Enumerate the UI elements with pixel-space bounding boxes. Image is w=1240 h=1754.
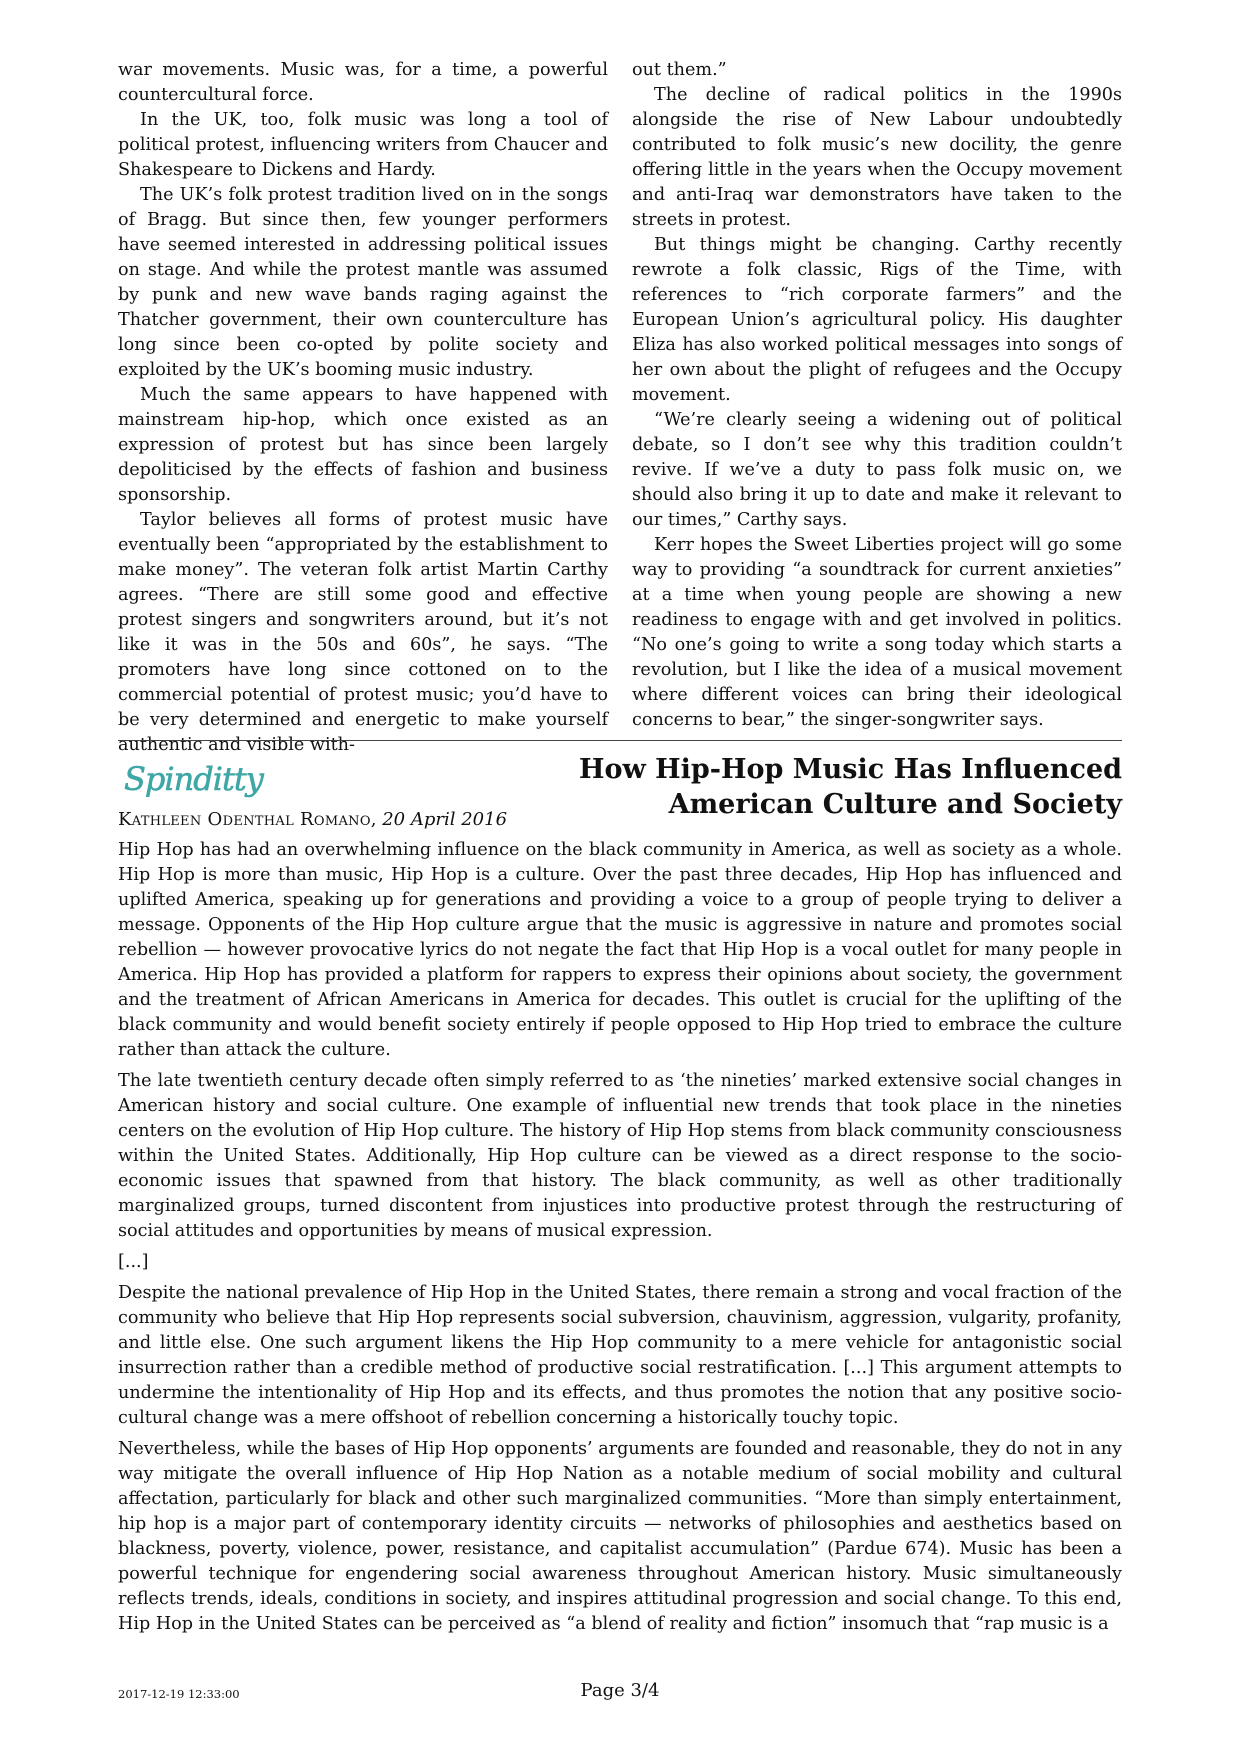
article-ellipsis: [...] [118,1252,149,1272]
footer-timestamp: 2017-12-19 12:33:00 [118,1687,240,1701]
right-column [632,58,1122,758]
publish-date: 20 April 2016 [382,809,508,830]
right-paragraph: But things might be changing. Carthy recently rewrote a folk classic, Rigs of the Time, with references to “rich corporate farmers” and the European Union’s agricultural policy. His daughter Eliza has also worked political messages into songs of her own about the plight of refugees and the Occupy movement. [632,235,1122,405]
byline-separator: , [370,809,383,830]
left-paragraph: Taylor believes all forms of protest music have eventually been “appropriated by the establishment to make money”. The veteran folk artist Martin Carthy agrees. “There are still some good and effective protest singers and songwriters around, but it’s not like it was in the 50s and 60s”, he says. “The promoters have long since cottoned on to the commercial potential of protest music; you’d have to be very determined and energetic to make yourself authentic and visible with- [118,510,608,755]
right-paragraph: Kerr hopes the Sweet Liberties project will go some way to providing “a soundtrack for current anxieties” at a time when young people are showing a new readiness to engage with and get involved in politics. “No one’s going to write a song today which starts a revolution, but I like the idea of a musical movement where different voices can bring their ideological concerns to bear,” the singer-songwriter says. [632,535,1122,730]
article-headline [562,752,1122,822]
headline-line-2: American Culture and Society [668,789,1122,820]
article-body [118,838,1122,1643]
two-column-section [118,58,1122,758]
article-paragraph: Despite the national prevalence of Hip Hop in the United States, there remain a strong and vocal fraction of the community who believe that Hip Hop represents social subversion, chauvinism, aggression, vulgarity, profanity, and little else. One such argument likens the Hip Hop community to a mere vehicle for antagonistic social insurrection rather than a credible method of productive social restratification. [...] This argument attempts to undermine the intentionality of Hip Hop and its effects, and thus promotes the notion that any positive socio-cultural change was a mere offshoot of rebellion concerning a historically touchy topic. [118,1283,1122,1428]
headline-line-1: How Hip-Hop Music Has Influenced [578,754,1122,785]
left-column [118,58,608,758]
page-number: Page 3/4 [580,1680,660,1701]
right-paragraph: The decline of radical politics in the 1990s alongside the rise of New Labour undoubtedly contributed to folk music’s new docility, the genre offering little in the years when the Occupy movement and anti-Iraq war demonstrators have taken to the streets in protest. [632,85,1122,230]
author-name: Kathleen Odenthal Romano [118,809,371,830]
section-divider [118,740,1122,741]
article-paragraph: The late twentieth century decade often simply referred to as ‘the nineties’ marked extensive social changes in American history and social culture. One example of influential new trends that took place in the nineties centers on the evolution of Hip Hop culture. The history of Hip Hop stems from black community consciousness within the United States. Additionally, Hip Hop culture can be viewed as a direct response to the socio-economic issues that spawned from that history. The black community, as well as other traditionally marginalized groups, turned discontent from injustices into productive protest through the restructuring of social attitudes and opportunities by means of musical expression. [118,1071,1122,1241]
left-paragraph: In the UK, too, folk music was long a tool of political protest, influencing writers from Chaucer and Shakespeare to Dickens and Hardy. [118,110,608,180]
logo-lettering: Spinditty [124,760,263,798]
spinditty-logo [122,756,272,802]
right-paragraph: out them.” [632,60,727,80]
article-paragraph: Nevertheless, while the bases of Hip Hop opponents’ arguments are founded and reasonable, they do not in any way mitigate the overall influence of Hip Hop Nation as a notable medium of social mobility and cultural affectation, particularly for black and other such marginalized communities. “More than simply entertainment, hip hop is a major part of contemporary identity circuits — networks of philosophies and aesthetics based on blackness, poverty, violence, power, resistance, and capitalist accumulation” (Pardue 674). Music has been a powerful technique for engendering social awareness throughout American history. Music simultaneously reflects trends, ideals, conditions in society, and inspires attitudinal progression and social change. To this end, Hip Hop in the United States can be perceived as “a blend of reality and fiction” insomuch that “rap music is a [118,1439,1122,1634]
left-paragraph: Much the same appears to have happened with mainstream hip-hop, which once existed as an expression of protest but has since been largely depoliticised by the effects of fashion and business sponsorship. [118,385,608,505]
left-paragraph: war movements. Music was, for a time, a powerful countercultural force. [118,60,608,105]
article-byline [118,808,507,832]
right-paragraph: “We’re clearly seeing a widening out of political debate, so I don’t see why this tradition couldn’t revive. If we’ve a duty to pass folk music on, we should also bring it up to date and make it relevant to our times,” Carthy says. [632,410,1122,530]
left-paragraph: The UK’s folk protest tradition lived on in the songs of Bragg. But since then, few younger performers have seemed interested in addressing political issues on stage. And while the protest mantle was assumed by punk and new wave bands raging against the Thatcher government, their own counterculture has long since been co-opted by polite society and exploited by the UK’s booming music industry. [118,185,608,380]
article-paragraph: Hip Hop has had an overwhelming influence on the black community in America, as well as society as a whole. Hip Hop is more than music, Hip Hop is a culture. Over the past three decades, Hip Hop has influenced and uplifted America, speaking up for generations and providing a voice to a group of people trying to deliver a message. Opponents of the Hip Hop culture argue that the music is aggressive in nature and promotes social rebellion — however provocative lyrics do not negate the fact that Hip Hop is a vocal outlet for many people in America. Hip Hop has provided a platform for rappers to express their opinions about society, the government and the treatment of African Americans in America for decades. This outlet is crucial for the uplifting of the black community and would benefit society entirely if people opposed to Hip Hop tried to embrace the culture rather than attack the culture. [118,840,1122,1060]
